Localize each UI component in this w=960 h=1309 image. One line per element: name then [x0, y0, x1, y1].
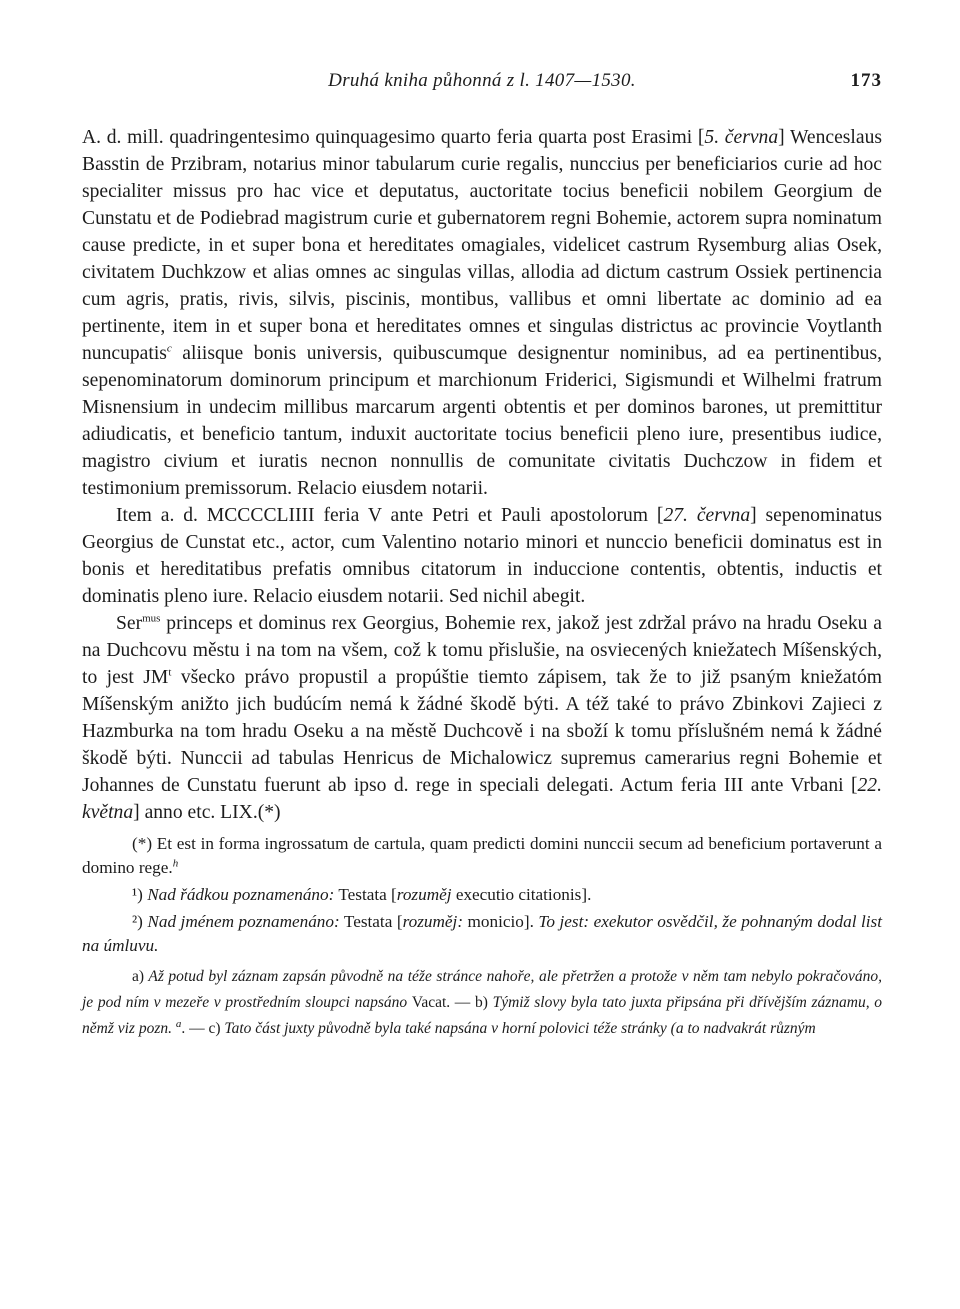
- note-label: ²): [132, 912, 143, 931]
- apparatus-text: Tato část juxty původně byla také napsána v horní polovici téže stránky (a to nadvakrát různým: [220, 1020, 816, 1037]
- note-text: executio citationis].: [451, 885, 592, 904]
- apparatus-separator: —: [450, 994, 475, 1011]
- note-label: ¹): [132, 885, 143, 904]
- note-label: (*): [132, 834, 153, 853]
- document-page: [82, 70, 882, 1042]
- apparatus-text: Týmiž slovy byla tato juxta připsána při dřívějším záznamu, o němž viz pozn.: [82, 994, 883, 1037]
- note-text: Et est in forma ingrossatum de cartula, quam predicti domini nunccii secum ad beneficium portaverunt a domino rege.: [82, 834, 882, 877]
- apparatus-label: b): [474, 994, 488, 1011]
- date-annotation: 27. června: [663, 505, 751, 526]
- abbreviation-superscript: mus: [142, 612, 161, 625]
- apparatus-separator: . —: [181, 1020, 209, 1037]
- paragraph-text: aliisque bonis universis, quibuscumque designentur nominibus, ad ea pertinentibus, sepenominatorum dominorum principum et marchionum Friderici, Sigismundi et Wilhelmi fratrum Misnensium in undecim millibus marcarum argenti obtentis et per dominos barones, ut premittitur adiudicatis, et beneficio tantum, induxit auctoritate tocius beneficii pleno iure, presentibus iudice, magistro civium et iuratis necnon nonnullis de comunitate civitatis Duchczow in fidem et testimonium premissorum. Relacio eiusdem notarii.: [82, 343, 882, 499]
- paragraph-release: [82, 610, 882, 826]
- note-italic: To jest: exekutor osvědčil, že pohnaným dodal list na úmluvu.: [82, 912, 882, 955]
- note-text: Testata [: [334, 885, 397, 904]
- date-annotation: 22. května: [82, 775, 882, 823]
- paragraph-induction: [82, 124, 882, 502]
- apparatus-label: c): [208, 1020, 221, 1037]
- footnote-marker: h: [172, 857, 179, 870]
- paragraph-dominion: [82, 502, 882, 610]
- footnote-2: [82, 910, 882, 958]
- footnote-1: [82, 883, 882, 907]
- note-star: [82, 832, 882, 880]
- paragraph-text: ] sepenominatus Georgius de Cunstat etc., actor, cum Valentino notario minori et nunccio beneficii dominatus est in bonis et hereditatibus prefatis omnibus citatorum in induccione contentis, obtentis, inductis et dominatis pleno iure. Relacio eiusdem notarii. Sed nichil abegit.: [82, 505, 882, 607]
- note-italic: Nad jménem poznamenáno:: [142, 912, 340, 931]
- date-annotation: 5. června: [704, 127, 779, 148]
- note-text: Testata [: [339, 912, 403, 931]
- main-text: [82, 124, 882, 1042]
- paragraph-text: A. d. mill. quadringentesimo quinquagesimo quarto feria quarta post Erasimi [: [82, 127, 705, 148]
- apparatus-text: Až potud byl záznam zapsán původně na téže stránce nahoře, ale přetržen a protože v něm tam nebylo pokračováno, je pod ním v mezeře v prostředním sloupci napsáno: [82, 968, 882, 1011]
- note-italic: Nad řádkou poznamenáno:: [142, 885, 335, 904]
- note-text: monicio].: [463, 912, 539, 931]
- note-italic: rozuměj: [396, 885, 452, 904]
- footnote-marker: c: [166, 342, 172, 355]
- apparatus-ref: a: [175, 1017, 182, 1030]
- paragraph-text: princeps et dominus rex Georgius, Bohemie rex, jakož jest zdržal právo na hradu Oseku a na Duchcovu městu i na tom na všem, což k tomu přislušie, na osviecených kniežatech Míšenských, to jest JM: [82, 613, 882, 688]
- paragraph-text: ] Wenceslaus Basstin de Przibram, notarius minor tabularum curie regalis, nunccius per beneficiarios curie ad hoc specialiter missus pro hac vice et deputatus, auctoritate tocius beneficii nobilem Georgium de Cunstatu et de Podiebrad magistrum curie et gubernatorem regni Bohemie, actorem supra nominatum cause predicte, in et super bona et hereditates omagiales, videlicet castrum Rysemburg alias Osek, civitatem Duchkzow et alias omnes ac singulas villas, allodia ad dictum castrum Ossiek pertinencia cum agris, pratis, rivis, silvis, piscinis, montibus, vallibus et omni libertate ac dominio ad ea pertinente, item in et super bona et hereditates omnes et singulas districtus ac provincie Voytlanth nuncupatis: [82, 127, 882, 364]
- note-italic: rozuměj:: [402, 912, 464, 931]
- abbreviation-superscript: t: [168, 666, 172, 679]
- running-title: Druhá kniha půhonná z l. 1407—1530.: [328, 70, 636, 91]
- paragraph-text: Item a. d. MCCCCLIIII feria V ante Petri et Pauli apostolorum [: [116, 505, 664, 526]
- apparatus-vacat: Vacat.: [411, 994, 451, 1011]
- paragraph-text: všecko právo propustil a propúštie tiemto zápisem, tak že to již psaným kniežatóm Míšenským anižto jich budúcím nemá k žádné škodě býti. A též také to právo Zbinkovi Zajieci z Hazmburka na tom hradu Oseku a na městě Duchcově i na sboží k tomu příslušném nemá k žádné škodě býti. Nunccii ad tabulas Henricus de Michalowicz supremus camerarius regni Bohemie et Johannes de Cunstatu fuerunt ab ipso d. rege in speciali delegati. Actum feria III ante Vrbani [: [82, 667, 883, 796]
- page-header: [82, 70, 882, 104]
- paragraph-text: Ser: [116, 613, 143, 634]
- paragraph-text: ] anno etc. LIX.(*): [133, 802, 281, 823]
- critical-apparatus: [82, 964, 882, 1042]
- page-number: 173: [850, 70, 882, 91]
- apparatus-label: a): [132, 968, 145, 985]
